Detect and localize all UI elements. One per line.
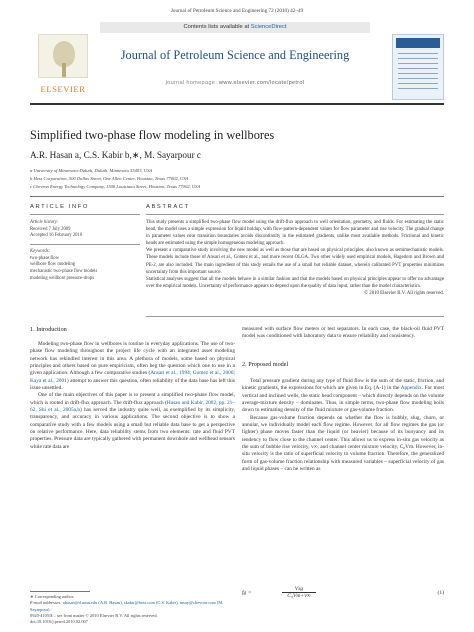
intro-paragraph bbox=[30, 341, 235, 392]
keyword-item: modeling wellbore pressure-drops bbox=[30, 275, 95, 281]
abstract-paragraph: Statistical analyses suggest that all the models behave in a similar fashion and that the models based on physical principles appear to offer no advantage over the empirical models. Uncertainty of performance appears to depend upon the quality of data input, rather than the model characteristics. bbox=[146, 276, 444, 289]
header-divider bbox=[30, 103, 444, 105]
abstract-body bbox=[146, 219, 444, 297]
keyword-item: mechanistic two-phase flow models bbox=[30, 269, 98, 275]
email-label: E-mail addresses: bbox=[30, 600, 63, 606]
equation-denominator: C₀Vm+v∞ bbox=[287, 593, 311, 599]
introduction-heading: 1. Introduction bbox=[30, 326, 67, 333]
abstract-bottom-rule bbox=[146, 316, 444, 317]
equation-lhs: fg = bbox=[242, 590, 252, 596]
journal-homepage bbox=[100, 80, 370, 86]
model-text: Total pressure gradient during any type of fluid flow is the sum of the static, friction, and kinetic gradients, the expressions for which are given in Eq. (A-1) in the bbox=[242, 378, 444, 392]
citation-link[interactable]: Hasan and Kabir, 2002, pp. 21–62, Shi et al., 2005a,b bbox=[30, 399, 235, 414]
right-column-continuation: measured with surface flow meters or test separators. In each case, the black-oil fluid PVT model was conditioned with laboratory data to ensure reliability and consistency. bbox=[242, 326, 444, 340]
homepage-link[interactable]: www.elsevier.com/locate/petrol bbox=[218, 80, 305, 86]
publisher-wordmark: ELSEVIER bbox=[40, 84, 86, 94]
appendix-link[interactable]: Appendix bbox=[400, 385, 422, 392]
introduction-text bbox=[30, 341, 235, 451]
article-info-rule bbox=[30, 214, 140, 215]
author-list: A.R. Hasan a, C.S. Kabir b,∗, M. Sayarpour c bbox=[30, 150, 202, 160]
corresponding-author-note: ∗ Corresponding author. bbox=[30, 594, 75, 599]
received-date: Received 7 July 2009 bbox=[30, 226, 71, 232]
model-text: . For most vertical and inclined wells, the static head component – which directly depends on the volume average-mixture density – dominates. Thus, in simple terms, two-phase flow modeling boils down to estimating density of the fluid mixture or gas-volume fraction. bbox=[242, 385, 444, 414]
equation-fraction bbox=[282, 586, 316, 599]
abstract-paragraph: This study presents a simplified two-phase flow model using the drift-flux approach to well orientation, geometry, and fluids. For estimating the static head, the model uses a simple expression for liquid holdup, with flow-pattern-dependent values for flow parameter and rise velocity. The gradual change in parameter values near transition boundaries avoids discontinuity in the estimated gradients, unlike most available methods. Frictional and kinetic heads are estimated using the simple homogeneous modeling approach. bbox=[146, 220, 444, 247]
intro-text: One of the main objectives of this paper is to present a simplified two-phase flow model, which is rooted in drift-flux approach. The drift-flux approach ( bbox=[30, 392, 235, 406]
keyword-item: two-phase flow bbox=[30, 255, 60, 261]
intro-text: ) has served the industry quite well, as exemplified by its simplicity, transparency, and accuracy in various applications. The second objective is to show a comparative study with a few models using a small but reliable data base to get a perspective on relative performance. Here, data reliability stems from two elements: rate and fluid PVT properties. Pressure data are typically gathered with permanent downhole and wellhead sensors while rate data are bbox=[30, 407, 235, 450]
journal-reference: Journal of Petroleum Science and Engineering 72 (2010) 42–49 bbox=[170, 8, 304, 14]
email-addresses[interactable]: ahasan@d.umn.edu (A.R. Hasan), skabir@hess.com (C.S. Kabir), msay@chevron.com (M. Sayarpour). bbox=[30, 600, 224, 612]
cover-pattern bbox=[398, 53, 438, 93]
intro-text: ) attempt to answer this question, often reliability of the data base has left this issue unsettled. bbox=[30, 377, 235, 392]
article-info-heading: ARTICLE INFO bbox=[30, 204, 90, 210]
equation-numerator: Vsg bbox=[282, 586, 316, 593]
article-history bbox=[30, 220, 140, 240]
sciencedirect-link[interactable]: ScienceDirect bbox=[250, 24, 287, 30]
footnotes bbox=[30, 594, 235, 625]
homepage-label: journal homepage: bbox=[165, 80, 219, 86]
model-paragraph bbox=[242, 378, 444, 415]
elsevier-logo bbox=[30, 30, 96, 100]
elsevier-tree-icon bbox=[38, 34, 88, 78]
keywords-label: Keywords: bbox=[30, 249, 51, 254]
affiliation-c: c Chevron Energy Technology Company, 1500 Louisiana Street, Houston, Texas 77002, USA bbox=[30, 184, 201, 189]
intro-paragraph bbox=[30, 392, 235, 451]
issn-line: 0920-4105/$ – see front matter © 2010 Elsevier B.V. All rights reserved. bbox=[30, 612, 158, 618]
equation-1 bbox=[242, 586, 444, 600]
history-label: Article history: bbox=[30, 220, 59, 225]
intro-text: Modeling two-phase flow in wellbores is routine in everyday applications. The use of two-phase flow modeling throughout the project life cycle with an integrated asset modeling network has rekindled interest in this area. A plethora of models, some based on physical principles and others based on pure empiricism, often beg the question which one to use in a given application. Although a few comparative studies ( bbox=[30, 341, 235, 377]
footnote-rule bbox=[30, 591, 90, 592]
section-divider bbox=[30, 196, 444, 197]
doi-line[interactable]: doi:10.1016/j.petrol.2010.02.007 bbox=[30, 619, 88, 625]
keyword-item: wellbore flow modeling bbox=[30, 262, 76, 268]
contents-prefix: Contents lists available at bbox=[183, 24, 251, 30]
citation-link[interactable]: Ansari et al., 1994; Gomez et al., 2000; Kaya et al., 2001 bbox=[30, 370, 235, 384]
affiliation-a: a University of Minnesota-Duluth, Duluth, Minnesota 55403, USA bbox=[30, 168, 153, 173]
history-rule bbox=[30, 244, 140, 245]
model-paragraph: Because gas-volume fraction depends on whether the flow is bubbly, slug, churn, or annular, we individually model each flow regime. However, for all flow regimes the gas (or lighter) phase moves faster than the liquid (or heavier) because of its buoyancy and its tendency to flow close to the channel center. This allows us to express in-situ gas velocity as the sum of bubble rise velocity, v∞, and channel center mixture velocity, C₀Vm. However, in-situ velocity is the ratio of superficial velocity to volume fraction. Therefore, the generalized form of gas-volume fraction relationship with measured variables – superficial velocity of gas and liquid phases – can be written as bbox=[242, 414, 444, 473]
abstract-paragraph: We present a comparative study involving the new model as well as those that are based on physical principles, also known as semimechanistic models. These models include those of Ansari et al., Gomez et al., and more recent OLGA. Two other widely used empirical models, Hagedorn and Brown and PE-2, are also included. The main ingredient of this study entails the use of a small but reliable dataset, wherein calibrated PVT properties minimizes uncertainty from this important source. bbox=[146, 248, 444, 275]
journal-cover-image bbox=[392, 34, 444, 100]
paper-title: Simplified two-phase flow modeling in wellbores bbox=[30, 128, 275, 142]
accepted-date: Accepted 16 February 2010 bbox=[30, 233, 83, 239]
copyright-notice: © 2010 Elsevier B.V. All rights reserved. bbox=[364, 290, 444, 296]
journal-title: Journal of Petroleum Science and Engineering bbox=[120, 48, 350, 62]
equation-number: (1) bbox=[437, 590, 444, 596]
abstract-heading: ABSTRACT bbox=[146, 204, 190, 210]
abstract-rule bbox=[146, 214, 444, 215]
proposed-model-heading: 2. Proposed model bbox=[242, 361, 289, 368]
email-note bbox=[30, 600, 235, 613]
keywords-block bbox=[30, 249, 140, 283]
affiliation-b: b Hess Corporation, 500 Dallas Street, One Allen Center, Houston, Texas 77002, USA bbox=[30, 176, 189, 181]
affiliations bbox=[30, 167, 444, 191]
cover-band bbox=[396, 38, 440, 48]
proposed-model-text bbox=[242, 378, 444, 473]
contents-bar bbox=[100, 22, 370, 33]
